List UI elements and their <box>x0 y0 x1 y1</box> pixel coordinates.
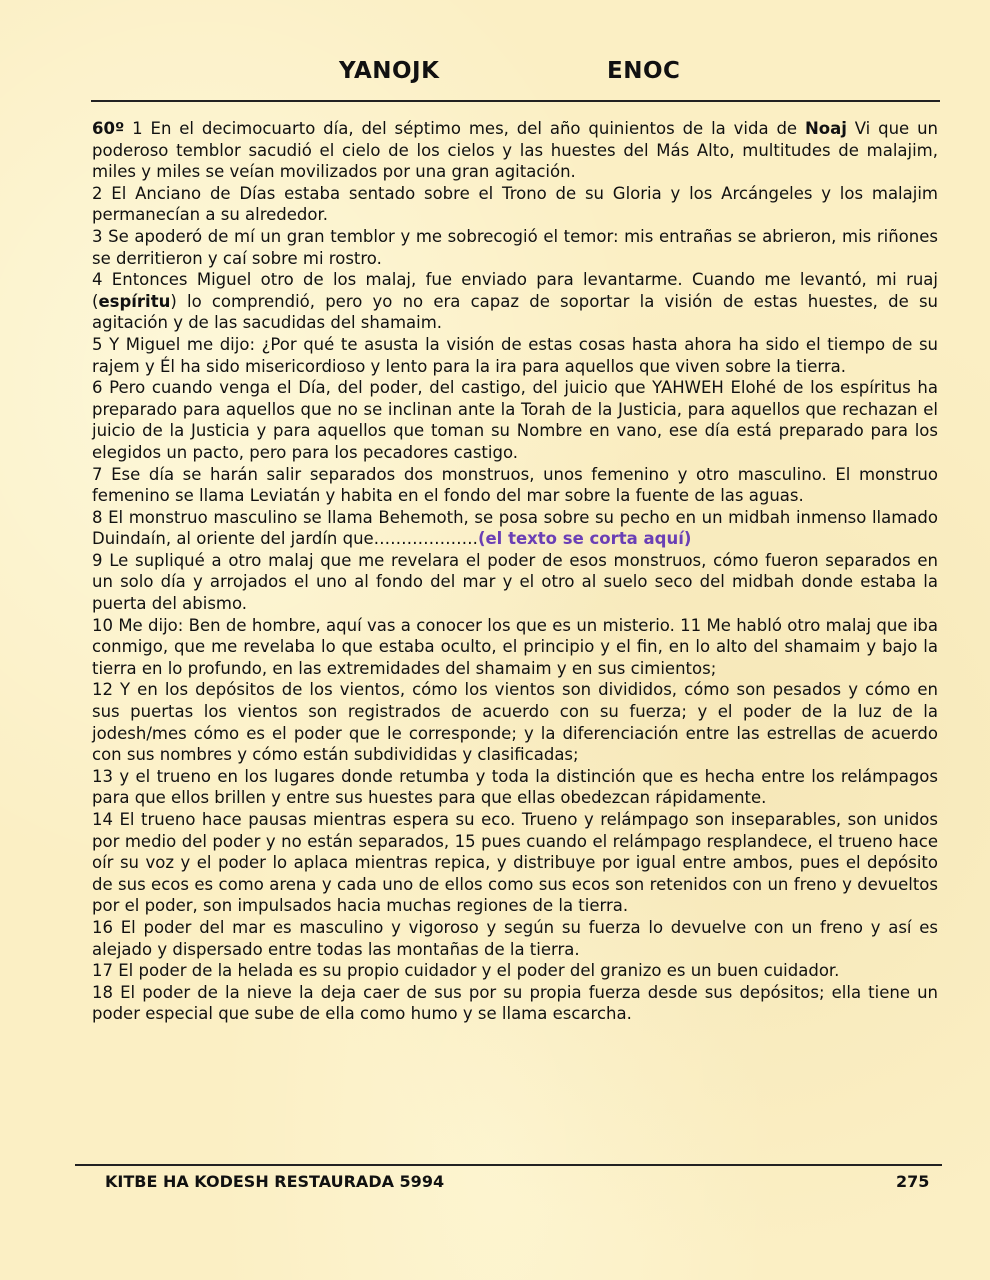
verse-paragraph: 12 Y en los depósitos de los vientos, cómo los vientos son divididos, cómo son pesados y cómo en sus puertas los vientos son registrados de acuerdo con su fuerza; y el poder de la luz de la jodesh/mes cómo es el poder que le corresponde; y la diferenciación entre las estrellas de acuerdo con sus nombres y cómo están subdivididas y clasificadas; <box>92 680 938 765</box>
verse-paragraph: 2 El Anciano de Días estaba sentado sobre el Trono de su Gloria y los Arcángeles y los malajim permanecían a su alrededor. <box>92 183 938 225</box>
verse-text: ) lo comprendió, pero yo no era capaz de soportar la visión de estas huestes, de su agitación y de las sacudidas del shamaim. <box>92 291 938 333</box>
footer-divider <box>75 1164 942 1166</box>
verse-text: Vi que un poderoso temblor sacudió el cielo de los cielos y las huestes del Más Alto, multitudes de malajim, miles y miles se veían movilizados por una gran agitación. <box>92 119 938 182</box>
verse-paragraph: 18 El poder de la nieve la deja caer de sus por su propia fuerza desde sus depósitos; ella tiene un poder especial que sube de ella como humo y se llama escarcha. <box>92 982 938 1024</box>
verse-paragraph <box>92 118 938 183</box>
header-title-left: YANOJK <box>339 58 440 84</box>
verse-text: 8 El monstruo masculino se llama Behemoth, se posa sobre su pecho en un midbah inmenso llamado Duindaín, al oriente del jardín que………………. <box>92 507 938 549</box>
bold-term: espíritu <box>98 291 171 311</box>
verse-paragraph: 17 El poder de la helada es su propio cuidador y el poder del granizo es un buen cuidador. <box>92 961 840 981</box>
verse-paragraph: 7 Ese día se harán salir separados dos monstruos, unos femenino y otro masculino. El monstruo femenino se llama Leviatán y habita en el fondo del mar sobre la fuente de las aguas. <box>92 464 938 506</box>
header-divider <box>91 100 940 102</box>
verse-text: 1 En el decimocuarto día, del séptimo mes, del año quinientos de la vida de <box>124 119 805 138</box>
bold-name: Noaj <box>804 119 847 138</box>
verse-paragraph: 3 Se apoderó de mí un gran temblor y me sobrecogió el temor: mis entrañas se abrieron, mis riñones se derritieron y caí sobre mi rostro. <box>92 226 938 268</box>
verse-paragraph: 9 Le supliqué a otro malaj que me revelara el poder de esos monstruos, cómo fueron separados en un solo día y arrojados el uno al fondo del mar y el otro al suelo seco del midbah donde estaba la puerta del abismo. <box>92 550 938 614</box>
page-number: 275 <box>896 1172 930 1191</box>
verse-paragraph: 13 y el trueno en los lugares donde retumba y toda la distinción que es hecha entre los relámpagos para que ellos brillen y entre sus huestes para que ellas obedezcan rápidamente. <box>92 766 938 808</box>
verse-paragraph: 5 Y Miguel me dijo: ¿Por qué te asusta la visión de estas cosas hasta ahora ha sido el tiempo de su rajem y Él ha sido misericordioso y lento para la ira para aquellos que viven sobre la tierra. <box>92 334 938 376</box>
verse-text: 4 Entonces Miguel otro de los malaj, fue enviado para levantarme. Cuando me levantó, mi ruaj ( <box>92 270 938 311</box>
verse-paragraph <box>92 507 938 550</box>
header-title-right: ENOC <box>607 58 681 84</box>
verse-paragraph: 10 Me dijo: Ben de hombre, aquí vas a conocer los que es un misterio. 11 Me habló otro malaj que iba conmigo, que me revelaba lo que estaba oculto, el principio y el fin, en lo alto del shamaim y bajo la tierra en lo profundo, en las extremidades del shamaim y en sus cimientos; <box>92 615 938 678</box>
verse-paragraph: 16 El poder del mar es masculino y vigoroso y según su fuerza lo devuelve con un freno y así es alejado y dispersado entre todas las montañas de la tierra. <box>92 917 938 959</box>
chapter-number: 60º <box>92 119 125 138</box>
editorial-note: (el texto se corta aquí) <box>477 529 692 549</box>
page-header <box>0 58 990 92</box>
footer-book-title: KITBE HA KODESH RESTAURADA 5994 <box>105 1172 445 1191</box>
verse-paragraph <box>92 269 938 334</box>
document-body <box>92 118 938 1025</box>
verse-paragraph: 6 Pero cuando venga el Día, del poder, del castigo, del juicio que YAHWEH Elohé de los espíritus ha preparado para aquellos que no se inclinan ante la Torah de la Justicia, para aquellos que rechazan el juicio de la Justicia y para aquellos que toman su Nombre en vano, ese día está preparado para los elegidos un pacto, pero para los pecadores castigo. <box>92 378 938 462</box>
verse-paragraph: 14 El trueno hace pausas mientras espera su eco. Trueno y relámpago son inseparables, son unidos por medio del poder y no están separados, 15 pues cuando el relámpago resplandece, el trueno hace oír su voz y el poder lo aplaca mientras repica, y distribuye por igual entre ambos, pues el depósito de sus ecos es como arena y cada uno de ellos como sus ecos son retenidos con un freno y devueltos por el poder, son impulsados hacia muchas regiones de la tierra. <box>92 810 938 916</box>
